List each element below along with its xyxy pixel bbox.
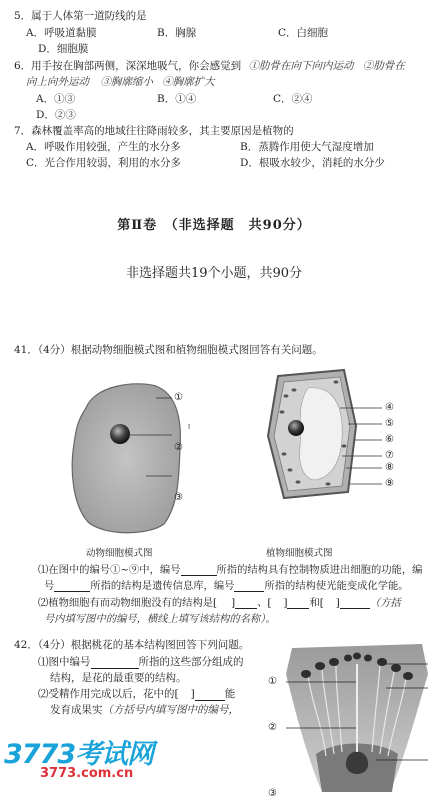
plant-caption: 植物细胞模式图 bbox=[266, 548, 333, 559]
q42-p2-text-d: 发育成果实 bbox=[50, 704, 103, 716]
watermark-url: 3773.com.cn bbox=[40, 766, 134, 781]
q7-option-c: C．光合作用较弱，利用的水分多 bbox=[26, 157, 182, 169]
animal-label-3: ③ bbox=[174, 492, 183, 503]
q5-option-c: C．白细胞 bbox=[278, 27, 329, 39]
section-title: 第Ⅱ卷 （非选择题 共90分） bbox=[117, 218, 311, 233]
q41-p2-text-c: 、[ bbox=[257, 597, 272, 609]
q6-choice-4: ④胸廓扩大 bbox=[162, 76, 215, 88]
q41-blank-chloroplast bbox=[234, 580, 264, 592]
q5-option-a: A．呼吸道黏膜 bbox=[26, 27, 97, 39]
q41-stem: 41．（4分）根据动物细胞模式图和植物细胞模式图回答有关问题。 bbox=[14, 344, 323, 356]
q41-part1-line2 bbox=[44, 577, 409, 592]
peach-flower-diagram bbox=[286, 644, 428, 792]
q41-blank-s2 bbox=[287, 597, 309, 609]
plant-nucleus bbox=[288, 420, 304, 436]
animal-label-1: ① bbox=[174, 392, 183, 403]
q41-p2-text-d: ] bbox=[283, 597, 288, 609]
q7-option-b: B．蒸腾作用使大气湿度增加 bbox=[240, 141, 374, 153]
section-subtitle: 非选择题共19个小题，共90分 bbox=[125, 266, 303, 281]
q7-option-a: A．呼吸作用较强，产生的水分多 bbox=[26, 141, 181, 153]
animal-caption: 动物细胞模式图 bbox=[86, 548, 153, 559]
q5-option-d: D．细胞膜 bbox=[38, 43, 89, 55]
q41-part2-line1 bbox=[38, 594, 401, 609]
q41-p1-text-d: 所指的结构是遗传信息库，编号 bbox=[90, 580, 235, 592]
plant-label-5: ⑤ bbox=[385, 418, 394, 429]
q42-p2-note: （方括号内填写图中的编号， bbox=[102, 704, 239, 716]
q42-blank-structure bbox=[195, 689, 225, 701]
q41-p2-text-g: （方括 bbox=[369, 597, 401, 609]
q5-stem: 5．属于人体第一道防线的是 bbox=[14, 10, 147, 22]
q41-p2-text-a: ⑵植物细胞有而动物细胞没有的结构是[ bbox=[38, 597, 218, 609]
q6-choice-1: ①肋骨在向下向内运动 bbox=[248, 60, 354, 72]
q41-p1-text-c: 号 bbox=[44, 580, 55, 592]
q42-part1-line2: 结构，是花的最重要的结构。 bbox=[50, 672, 187, 684]
q5-option-b: B．胸腺 bbox=[157, 27, 197, 39]
q41-p1-text-a: ⑴在图中的编号①~⑨中，编号 bbox=[38, 564, 181, 576]
q6-option-c: C．②④ bbox=[273, 93, 313, 105]
q6-choice-3: ③胸廓缩小 bbox=[100, 76, 153, 88]
flower-label-2: ② bbox=[268, 722, 277, 733]
q42-p1-text-b: 所指的这些部分组成的 bbox=[138, 656, 244, 668]
plant-label-6: ⑥ bbox=[385, 434, 394, 445]
q42-stem: 42．（4分）根据桃花的基本结构图回答下列问题。 bbox=[14, 639, 250, 651]
q6-option-a: A．①③ bbox=[36, 93, 76, 105]
q41-p2-text-b: ] bbox=[231, 597, 236, 609]
q6-choice-2: ②肋骨在 bbox=[362, 60, 405, 72]
q41-p1-text-b: 所指的结构具有控制物质进出细胞的功能，编 bbox=[216, 564, 423, 576]
q41-part2-note: 号内填写图中的编号，横线上填写该结构的名称）。 bbox=[44, 613, 276, 625]
q41-blank-s1 bbox=[235, 597, 257, 609]
plant-leader-lines bbox=[320, 400, 390, 490]
q6-line2 bbox=[26, 74, 215, 89]
q6-choice-2-cont: 向上向外运动 bbox=[26, 76, 89, 88]
q41-p2-text-e: 和[ bbox=[309, 597, 324, 609]
stray-mark: ˡ bbox=[188, 424, 191, 435]
q41-blank-s3 bbox=[340, 597, 370, 609]
q42-p1-text-a: ⑴图中编号 bbox=[38, 656, 91, 668]
flower-label-1: ① bbox=[268, 676, 277, 687]
q42-part2-line1 bbox=[38, 686, 235, 701]
q41-part1-line1 bbox=[38, 561, 422, 576]
plant-label-9: ⑨ bbox=[385, 478, 394, 489]
q42-part1-line1 bbox=[38, 654, 244, 669]
q42-p2-text-a: ⑵受精作用完成以后，花中的[ bbox=[38, 688, 179, 700]
animal-label-2: ② bbox=[174, 442, 183, 453]
q7-stem: 7．森林覆盖率高的地域往往降雨较多，其主要原因是植物的 bbox=[14, 125, 294, 137]
q6-stem bbox=[14, 58, 405, 73]
q41-blank-nucleus bbox=[54, 580, 90, 592]
q42-p2-text-c: 能 bbox=[224, 688, 236, 700]
plant-label-4: ④ bbox=[385, 402, 394, 413]
q7-option-d: D．根吸水较少，消耗的水分少 bbox=[240, 157, 385, 169]
q42-p2-text-b: ] bbox=[190, 688, 195, 700]
q6-option-b: B．①④ bbox=[157, 93, 197, 105]
plant-label-7: ⑦ bbox=[385, 450, 394, 461]
q41-p2-text-f: ] bbox=[335, 597, 340, 609]
watermark-logo: 3773考试网 bbox=[4, 739, 154, 770]
flower-label-3: ③ bbox=[268, 788, 277, 799]
plant-label-8: ⑧ bbox=[385, 462, 394, 473]
q6-stem-text: 6．用手按在胸部两侧，深深地吸气，你会感觉到 bbox=[14, 60, 242, 72]
q41-p1-text-e: 所指的结构使光能变成化学能。 bbox=[264, 580, 409, 592]
q42-blank-number bbox=[91, 657, 139, 669]
q42-part2-line2 bbox=[50, 702, 239, 717]
q41-blank-membrane bbox=[181, 564, 217, 576]
q6-option-d: D．②③ bbox=[36, 109, 76, 121]
